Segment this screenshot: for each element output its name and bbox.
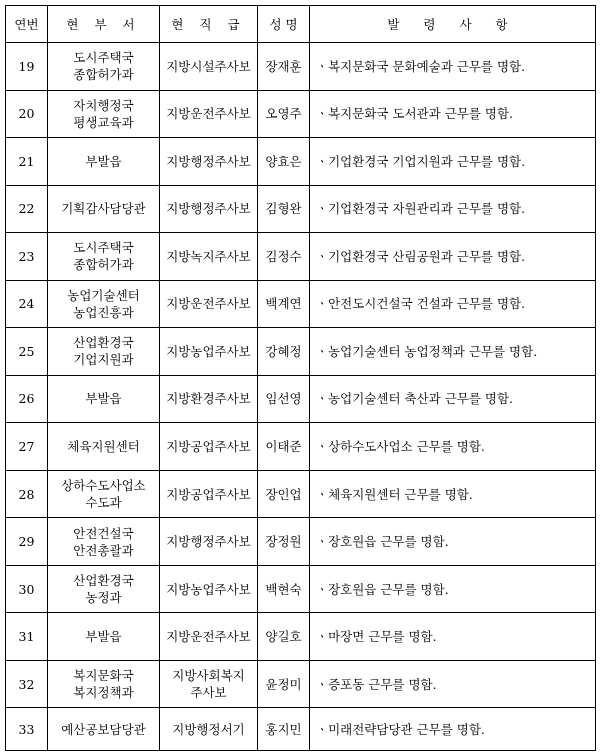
grade-line: 지방운전주사보 — [166, 629, 251, 645]
current-grade — [160, 565, 258, 613]
grade-line: 지방행정서기 — [172, 721, 245, 737]
header-no: 연번 — [6, 6, 48, 43]
department-line: 농정과 — [85, 590, 122, 606]
current-grade — [160, 660, 258, 708]
header-grade: 현 직 급 — [160, 6, 258, 43]
row-number: 30 — [6, 565, 48, 613]
table-row — [6, 613, 596, 661]
header-department: 현 부 서 — [48, 6, 160, 43]
row-number: 28 — [6, 470, 48, 518]
person-name: 임선영 — [258, 375, 310, 423]
department-line: 도시주택국 — [73, 240, 134, 256]
grade-line: 지방행정주사보 — [166, 153, 251, 169]
department-line: 산업환경국 — [73, 573, 134, 589]
table-row — [6, 708, 596, 751]
row-number: 25 — [6, 328, 48, 376]
current-grade — [160, 185, 258, 233]
current-department — [48, 185, 160, 233]
current-department — [48, 423, 160, 471]
current-grade — [160, 90, 258, 138]
row-number: 31 — [6, 613, 48, 661]
grade-line: 주사보 — [190, 685, 227, 701]
grade-line: 지방운전주사보 — [166, 106, 251, 122]
person-name: 김정수 — [258, 233, 310, 281]
header-order: 발 령 사 항 — [310, 6, 596, 43]
appointment-order: ㆍ기업환경국 기업지원과 근무를 명함. — [310, 138, 596, 186]
department-line: 평생교육과 — [73, 114, 134, 130]
row-number: 32 — [6, 660, 48, 708]
appointment-order: ㆍ상하수도사업소 근무를 명함. — [310, 423, 596, 471]
department-line: 복지정책과 — [73, 685, 134, 701]
table-row — [6, 518, 596, 566]
current-grade — [160, 518, 258, 566]
person-name: 장인업 — [258, 470, 310, 518]
department-line: 종합허가과 — [73, 67, 134, 83]
row-number: 33 — [6, 708, 48, 751]
person-name: 장정원 — [258, 518, 310, 566]
current-grade — [160, 43, 258, 91]
current-department — [48, 375, 160, 423]
grade-line: 지방환경주사보 — [166, 391, 251, 407]
appointment-order: ㆍ농업기술센터 농업정책과 근무를 명함. — [310, 328, 596, 376]
appointment-order: ㆍ기업환경국 산림공원과 근무를 명함. — [310, 233, 596, 281]
department-line: 도시주택국 — [73, 50, 134, 66]
department-line: 자치행정국 — [73, 97, 134, 113]
table-header — [6, 6, 596, 43]
grade-line: 지방공업주사보 — [166, 486, 251, 502]
person-name: 윤정미 — [258, 660, 310, 708]
current-department — [48, 43, 160, 91]
current-grade — [160, 423, 258, 471]
table-row — [6, 423, 596, 471]
person-name: 오영주 — [258, 90, 310, 138]
table-row — [6, 138, 596, 186]
person-name: 백계연 — [258, 280, 310, 328]
person-name: 양길호 — [258, 613, 310, 661]
current-department — [48, 470, 160, 518]
appointment-order: ㆍ농업기술센터 축산과 근무를 명함. — [310, 375, 596, 423]
department-line: 상하수도사업소 — [61, 478, 146, 494]
person-name: 이태준 — [258, 423, 310, 471]
grade-line: 지방운전주사보 — [166, 296, 251, 312]
department-line: 체육지원센터 — [67, 439, 140, 455]
person-name: 장재훈 — [258, 43, 310, 91]
table-row — [6, 90, 596, 138]
row-number: 29 — [6, 518, 48, 566]
current-department — [48, 660, 160, 708]
current-grade — [160, 470, 258, 518]
current-department — [48, 613, 160, 661]
department-line: 부발읍 — [85, 153, 122, 169]
current-department — [48, 565, 160, 613]
row-number: 27 — [6, 423, 48, 471]
row-number: 20 — [6, 90, 48, 138]
person-name: 강혜정 — [258, 328, 310, 376]
grade-line: 지방농업주사보 — [166, 343, 251, 359]
department-line: 복지문화국 — [73, 668, 134, 684]
grade-line: 지방사회복지 — [172, 668, 245, 684]
row-number: 22 — [6, 185, 48, 233]
table-row — [6, 660, 596, 708]
appointment-order: ㆍ안전도시건설국 건설과 근무를 명함. — [310, 280, 596, 328]
header-name: 성 명 — [258, 6, 310, 43]
row-number: 26 — [6, 375, 48, 423]
person-name: 김형완 — [258, 185, 310, 233]
current-grade — [160, 280, 258, 328]
department-line: 기획감사담당관 — [61, 201, 146, 217]
current-department — [48, 328, 160, 376]
current-department — [48, 280, 160, 328]
appointment-order: ㆍ마장면 근무를 명함. — [310, 613, 596, 661]
table-row — [6, 233, 596, 281]
header-row — [6, 6, 596, 43]
personnel-order-table — [5, 5, 596, 751]
department-line: 농업기술센터 — [67, 287, 140, 303]
person-name: 백현숙 — [258, 565, 310, 613]
department-line: 산업환경국 — [73, 335, 134, 351]
appointment-order: ㆍ미래전략담당관 근무를 명함. — [310, 708, 596, 751]
department-line: 기업지원과 — [73, 352, 134, 368]
appointment-order: ㆍ장호원읍 근무를 명함. — [310, 565, 596, 613]
grade-line: 지방행정주사보 — [166, 201, 251, 217]
grade-line: 지방시설주사보 — [166, 58, 251, 74]
table-row — [6, 375, 596, 423]
department-line: 예산공보담당관 — [61, 721, 146, 737]
current-department — [48, 518, 160, 566]
department-line: 농업진흥과 — [73, 304, 134, 320]
current-grade — [160, 233, 258, 281]
row-number: 24 — [6, 280, 48, 328]
department-line: 종합허가과 — [73, 257, 134, 273]
current-department — [48, 233, 160, 281]
current-department — [48, 90, 160, 138]
grade-line: 지방공업주사보 — [166, 439, 251, 455]
current-grade — [160, 328, 258, 376]
appointment-order: ㆍ증포동 근무를 명함. — [310, 660, 596, 708]
row-number: 23 — [6, 233, 48, 281]
table-row — [6, 328, 596, 376]
grade-line: 지방녹지주사보 — [166, 248, 251, 264]
person-name: 홍지민 — [258, 708, 310, 751]
appointment-order: ㆍ체육지원센터 근무를 명함. — [310, 470, 596, 518]
current-grade — [160, 375, 258, 423]
current-department — [48, 138, 160, 186]
table-row — [6, 185, 596, 233]
appointment-order: ㆍ기업환경국 자원관리과 근무를 명함. — [310, 185, 596, 233]
appointment-order: ㆍ복지문화국 도서관과 근무를 명함. — [310, 90, 596, 138]
appointment-order: ㆍ복지문화국 문화예술과 근무를 명함. — [310, 43, 596, 91]
grade-line: 지방행정주사보 — [166, 534, 251, 550]
department-line: 부발읍 — [85, 391, 122, 407]
current-department — [48, 708, 160, 751]
table-row — [6, 565, 596, 613]
grade-line: 지방농업주사보 — [166, 581, 251, 597]
row-number: 21 — [6, 138, 48, 186]
row-number: 19 — [6, 43, 48, 91]
department-line: 안전건설국 — [73, 525, 134, 541]
table-body — [6, 43, 596, 751]
current-grade — [160, 708, 258, 751]
appointment-order: ㆍ장호원읍 근무를 명함. — [310, 518, 596, 566]
current-grade — [160, 138, 258, 186]
department-line: 부발읍 — [85, 629, 122, 645]
table-row — [6, 470, 596, 518]
table-row — [6, 43, 596, 91]
table-row — [6, 280, 596, 328]
current-grade — [160, 613, 258, 661]
department-line: 안전총괄과 — [73, 542, 134, 558]
department-line: 수도과 — [85, 495, 122, 511]
person-name: 양효은 — [258, 138, 310, 186]
